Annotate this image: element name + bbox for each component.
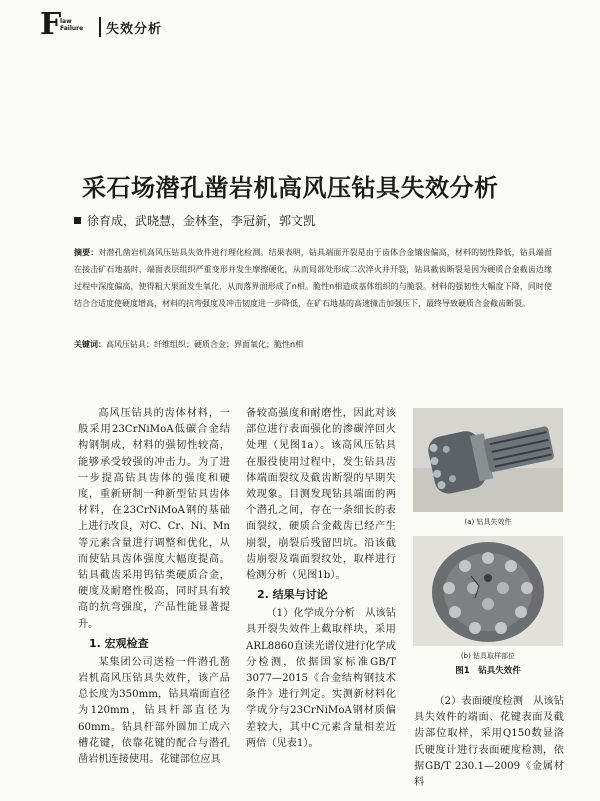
paragraph: 某集团公司送检一件潜孔凿岩机高风压钻具失效件，该产品总长度为350mm，钻具端面直径为120mm，钻具杆部直径为60mm。钻具杆部外圆加工成六槽花键，依靠花键的配合与潜孔凿岩机连接使用。花键部位应具 bbox=[78, 656, 230, 766]
figure-caption-a: (a) 钻具失效件 bbox=[464, 518, 512, 526]
paragraph: （2）表面硬度检测 从该钻具失效件的端面、花键表面及截齿部位取样，采用Q150数显洛氏硬度计进行表面硬度检测，依据GB/T 230.1—2009《金属材料 bbox=[414, 696, 564, 789]
figure-1b-bit-face-photo bbox=[413, 536, 563, 646]
keywords-text: 高风压钻具；纤维组织；硬质合金；界面氧化；脆性n相 bbox=[106, 340, 304, 349]
author-names: 徐育成，武晓慧，金林奎，李冠新，郭文凯 bbox=[87, 214, 316, 228]
abstract-text: 对潜孔凿岩机高风压钻具失效件进行理化检测。结果表明，钻具端面开裂是由于齿体合金镶齿偏高，材料的韧性降低，钻具端面在接击矿石地基时，端面表层组织严重变形并发生摩擦硬化，从而局部处形成二次淬火并开裂，钻具截齿断裂是因为硬质合金截齿边缘过程中深度偏高，使得粗大果面发生氧化，从而落界面形成了n相。脆性n相造成基体组织的与脆裂。材料的强韧性大幅度下降，同时使结合合适度使硬度增高，材料的抗弯强度及冲击韧度进一步降低，在矿石地基的高速撞击加强压下，最终导致硬质合金截齿断裂。 bbox=[74, 248, 552, 308]
body-column-1 bbox=[78, 406, 230, 798]
author-line bbox=[74, 212, 315, 229]
journal-logo-line1: law bbox=[60, 18, 72, 25]
journal-logo-letter: F bbox=[40, 7, 62, 42]
body-column-2 bbox=[246, 406, 396, 798]
journal-logo-text bbox=[60, 18, 83, 32]
abstract-label: 摘要： bbox=[74, 248, 99, 257]
running-header bbox=[40, 7, 340, 42]
paragraph: （1）化学成分分析 从该钻具开裂失效件上截取样块，采用ARL8860直读光谱仪进行化学成分检测，依据国家标准GB/T 3077—2015《合金结构钢技术条件》进行判定。实测新材料化学成分与23CrNiMoA钢材质偏差较大，其中C元素含量相差近两倍（见表1）。 bbox=[246, 608, 396, 749]
article-title: 采石场潜孔凿岩机高风压钻具失效分析 bbox=[82, 173, 499, 202]
figure-1a-drill-bit-photo bbox=[413, 408, 563, 512]
figure-title: 图1 钻具失效件 bbox=[455, 666, 521, 676]
header-divider bbox=[99, 17, 101, 37]
figure-caption-b: (b) 钻具取样部位 bbox=[460, 652, 516, 660]
abstract bbox=[74, 244, 552, 312]
keywords-label: 关键词： bbox=[74, 340, 106, 349]
section-heading: 2. 结果与讨论 bbox=[257, 588, 328, 602]
body-column-3 bbox=[414, 694, 564, 798]
author-bullet-icon bbox=[74, 217, 81, 224]
section-heading: 1. 宏观检查 bbox=[89, 636, 149, 650]
keywords bbox=[74, 339, 552, 351]
paragraph: 备较高强度和耐磨性，因此对该部位进行表面强化的渗碳淬回火处理（见图1a）。该高风压钻具在服役使用过程中，发生钻具齿体端面裂纹及截齿断裂的早期失效现象。目测发现钻具端面的两个潜孔之间，存在一条细长的表面裂纹，硬质合金截齿已经产生崩裂，崩裂后残留凹坑。沿该截齿崩裂及端面裂纹处，取样进行检测分析（见图1b）。 bbox=[246, 408, 396, 582]
journal-logo-line2: Failure bbox=[60, 25, 84, 32]
section-name: 失效分析 bbox=[106, 22, 163, 37]
paragraph: 高风压钻具的齿体材料，一般采用23CrNiMoA低碳合金结构钢制成，材料的强韧性较高，能够承受较强的冲击力。为了进一步提高钻具齿体的强度和硬度，重新研制一种新型钻具齿体材料，在23CrNiMoA钢的基础上进行改良，对C、Cr、Ni、Mn等元素含量进行调整和优化，从而使钻具齿体强度大幅度提高。钻具截齿采用钨钴类硬质合金，硬度及耐磨性极高，同时具有较高的抗弯强度，产品性能显著提升。 bbox=[78, 408, 230, 630]
